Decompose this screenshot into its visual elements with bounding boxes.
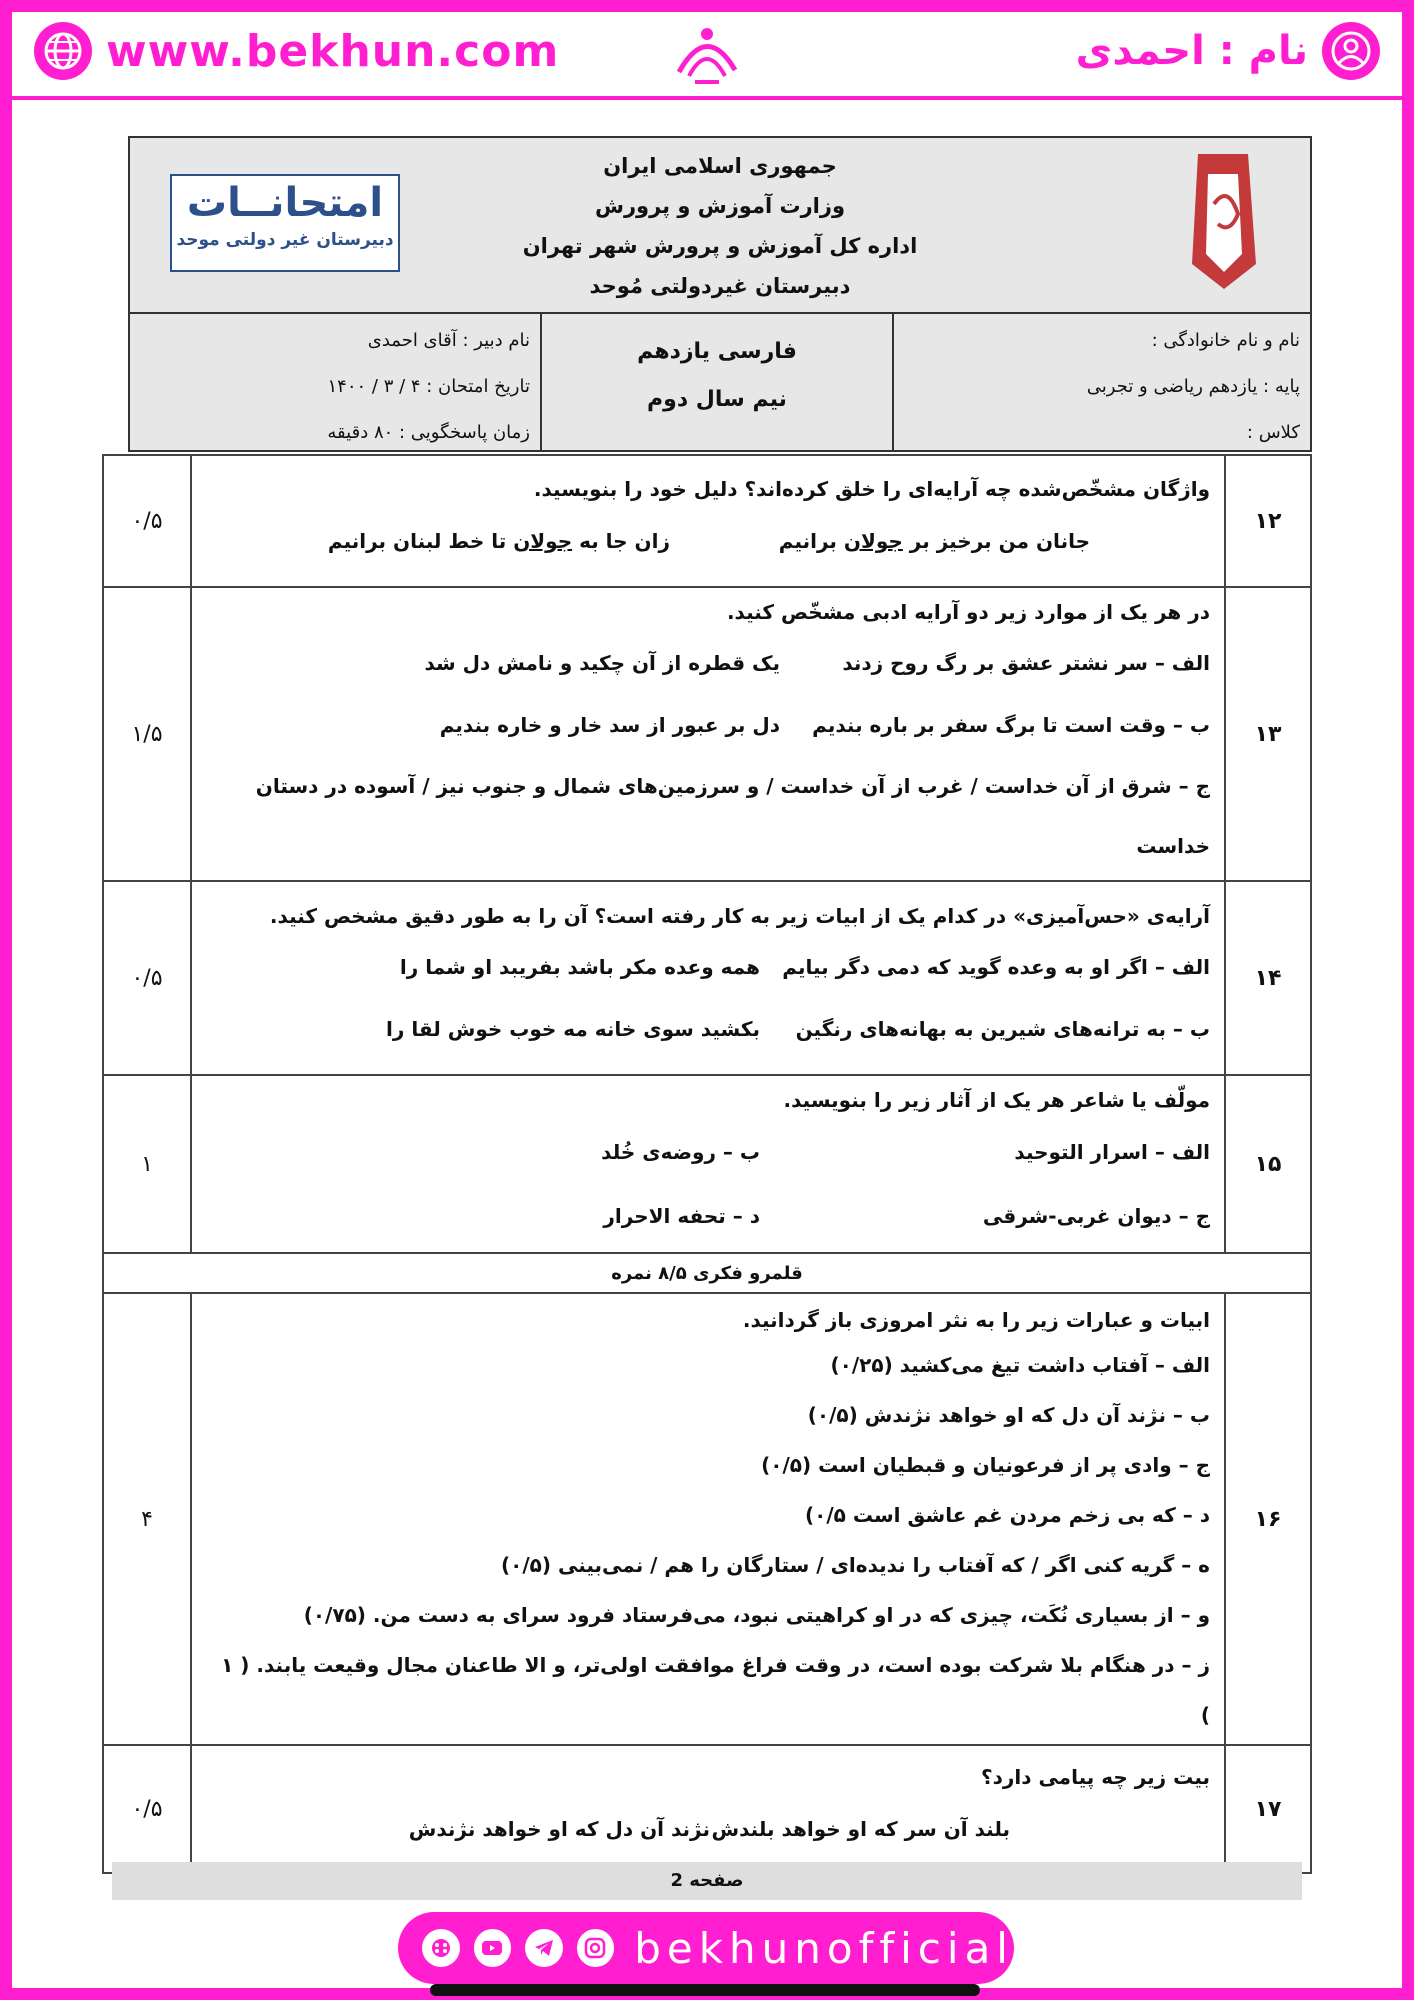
social-handle: bekhunofficial	[634, 1923, 1014, 1973]
stamp-subtitle: دبیرستان غیر دولتی موحد	[176, 230, 394, 250]
verse-part: ج – شرق از آن خداست / غرب از آن خداست / و سرزمین‌های شمال و جنوب نیز / آسوده در دستان خداست	[255, 774, 1210, 858]
social-shadow	[430, 1984, 980, 1996]
list-item: ب – نژند آن دل که او خواهد نژندش (۰/۵)	[807, 1403, 1210, 1427]
question-body	[191, 1745, 1225, 1873]
telegram-icon[interactable]	[525, 1929, 563, 1967]
duration-field: زمان پاسخگویی : ۸۰ دقیقه	[327, 422, 530, 443]
list-item: و – از بسیاری نُکَت، چیزی که در او کراهیتی نبود، می‌فرستاد فرود سرای به دست من. (۰/۷۵)	[303, 1603, 1210, 1627]
verse-part: یک قطره از آن چکید و نامش دل شد	[424, 651, 780, 675]
question-body	[191, 587, 1225, 881]
question-text: بیت زیر چه پیامی دارد؟	[980, 1765, 1210, 1789]
exam-stamp	[170, 174, 400, 272]
verse-part: الف – سر نشتر عشق بر رگ روح زدند	[842, 651, 1210, 675]
question-number: ۱۷	[1225, 1745, 1311, 1873]
verse-part: جانان من برخیز بر جولان برانیم	[778, 529, 1090, 553]
item: ج – دیوان غربی-شرقی	[982, 1204, 1210, 1228]
question-text: آرایه‌ی «حس‌آمیزی» در کدام یک از ابیات زیر به کار رفته است؟ آن را به طور دقیق مشخص کنید.	[269, 904, 1210, 928]
question-row	[103, 1745, 1311, 1873]
list-item: ه – گریه کنی اگر / که آفتاب را ندیده‌ای / ستارگان را هم / نمی‌بینی (۰/۵)	[501, 1553, 1210, 1577]
verse-part: نژند آن دل که او خواهد نژندش	[408, 1817, 710, 1841]
verse-part: دل بر عبور از سد خار و خاره بندیم	[439, 713, 780, 737]
student-name-field: نام و نام خانوادگی :	[1151, 330, 1300, 351]
question-score: ۰/۵	[103, 455, 191, 587]
question-text: واژگان مشخّص‌شده چه آرایه‌ای را خلق کرده‌اند؟ دلیل خود را بنویسید.	[533, 477, 1210, 501]
bekhun-logo-icon	[667, 12, 747, 92]
class-field: کلاس :	[1246, 422, 1300, 443]
question-body	[191, 1293, 1225, 1745]
question-body	[191, 1075, 1225, 1253]
question-text: ابیات و عبارات زیر را به نثر امروزی باز گردانید.	[742, 1308, 1210, 1332]
section-title: قلمرو فکری ۸/۵ نمره	[103, 1253, 1311, 1293]
verse-part: ب – وقت است تا برگ سفر بر باره بندیم	[812, 713, 1210, 737]
term-title: نیم سال دوم	[647, 387, 787, 412]
question-number: ۱۳	[1225, 587, 1311, 881]
student-info	[892, 312, 1310, 450]
student-name-label: نام : احمدی	[1075, 28, 1308, 74]
list-item: الف – آفتاب داشت تیغ می‌کشید (۰/۲۵)	[830, 1353, 1210, 1377]
list-item: ج – وادی پر از فرعونیان و قبطیان است (۰/۵)	[761, 1453, 1210, 1477]
header-line: دبیرستان غیردولتی مُوحد	[589, 274, 851, 298]
item: ب – روضه‌ی خُلد	[601, 1140, 760, 1164]
question-number: ۱۵	[1225, 1075, 1311, 1253]
question-number: ۱۲	[1225, 455, 1311, 587]
verse-part: الف – اگر او به وعده گوید که دمی دگر بیایم	[782, 955, 1210, 979]
social-bar[interactable]	[398, 1912, 1014, 1984]
top-bar	[12, 12, 1402, 96]
header-line: اداره کل آموزش و پرورش شهر تهران	[522, 234, 918, 258]
exam-header	[128, 136, 1312, 452]
questions-table	[102, 454, 1312, 1874]
question-number: ۱۴	[1225, 881, 1311, 1075]
instagram-icon[interactable]	[577, 1929, 615, 1967]
youtube-icon[interactable]	[474, 1929, 512, 1967]
page-number: صفحه 2	[112, 1862, 1302, 1900]
website-text: www.bekhun.com	[106, 25, 560, 77]
question-score: ۴	[103, 1293, 191, 1745]
list-item: د – که بی زخم مردن غم عاشق است ۰/۵)	[805, 1503, 1210, 1527]
question-body	[191, 455, 1225, 587]
question-text: مولّف یا شاعر هر یک از آثار زیر را بنویسید.	[783, 1088, 1210, 1112]
website-link[interactable]	[34, 22, 559, 80]
question-row	[103, 587, 1311, 881]
question-body	[191, 881, 1225, 1075]
school-emblem-icon	[1178, 144, 1270, 294]
verse-part: بکشید سوی خانه مه خوب خوش لقا را	[386, 1017, 760, 1041]
section-row	[103, 1253, 1311, 1293]
globe-icon	[34, 22, 92, 80]
stamp-title: امتحانــات	[186, 180, 384, 226]
verse-part: بلند آن سر که او خواهد بلندش	[711, 1817, 1010, 1841]
question-score: ۰/۵	[103, 1745, 191, 1873]
teacher-field: نام دبیر : آقای احمدی	[367, 330, 530, 351]
subject-info	[540, 312, 892, 450]
aparat-icon[interactable]	[422, 1929, 460, 1967]
grade-field: پایه : یازدهم ریاضی و تجربی	[1086, 376, 1300, 397]
subject-title: فارسی یازدهم	[637, 339, 797, 364]
question-row	[103, 1075, 1311, 1253]
student-name-top	[1076, 22, 1380, 80]
question-score: ۰/۵	[103, 881, 191, 1075]
question-score: ۱/۵	[103, 587, 191, 881]
list-item: ز – در هنگام بلا شرکت بوده است، در وقت فراغ موافقت اولی‌تر، و الا طاعنان مجال وقیعت یابند. ( ۱ )	[221, 1653, 1210, 1727]
exam-info	[130, 312, 540, 450]
item: الف – اسرار التوحید	[1014, 1140, 1210, 1164]
question-row	[103, 1293, 1311, 1745]
verse-part: همه وعده مکر باشد بفریبد او شما را	[399, 955, 760, 979]
question-row	[103, 455, 1311, 587]
question-text: در هر یک از موارد زیر دو آرایه ادبی مشخّص کنید.	[726, 600, 1210, 624]
header-line: وزارت آموزش و پرورش	[594, 194, 846, 218]
exam-date-field: تاریخ امتحان : ۴ / ۳ / ۱۴۰۰	[327, 376, 530, 397]
header-line: جمهوری اسلامی ایران	[603, 154, 837, 178]
question-number: ۱۶	[1225, 1293, 1311, 1745]
question-row	[103, 881, 1311, 1075]
user-icon	[1322, 22, 1380, 80]
top-divider	[12, 96, 1402, 100]
question-score: ۱	[103, 1075, 191, 1253]
verse-part: زان جا به جولان تا خط لبنان برانیم	[327, 529, 670, 553]
header-lines	[430, 146, 1010, 306]
verse-part: ب – به ترانه‌های شیرین به بهانه‌های رنگین	[795, 1017, 1210, 1041]
item: د – تحفه الاحرار	[603, 1204, 760, 1228]
